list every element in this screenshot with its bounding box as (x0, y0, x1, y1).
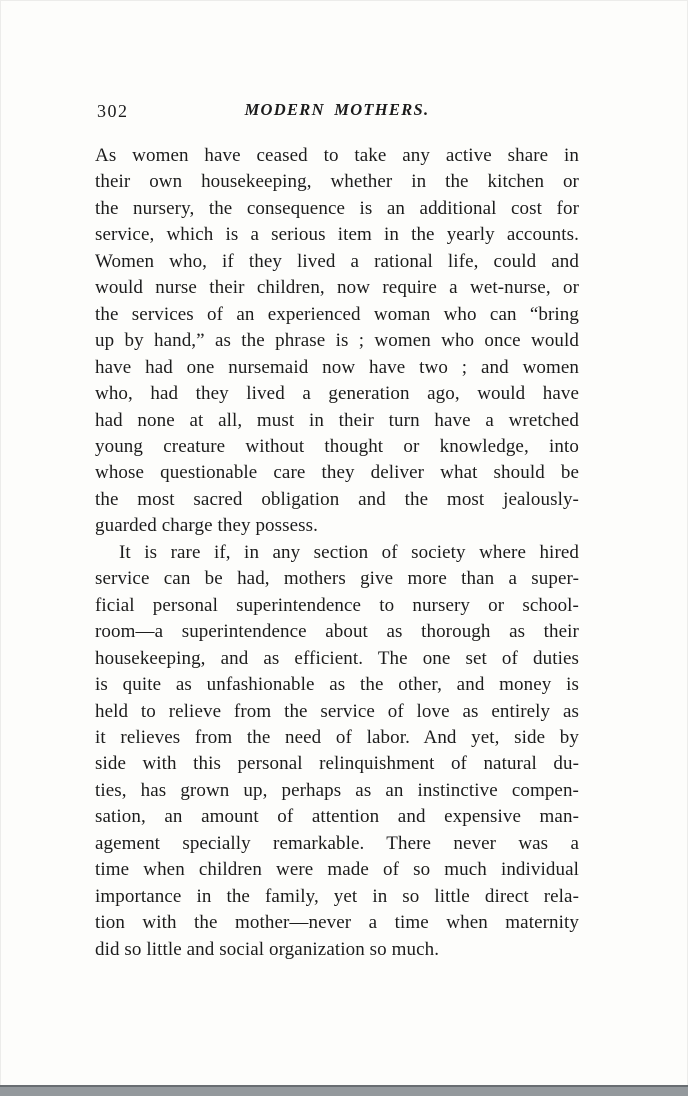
paragraph (95, 143, 579, 540)
text-line: service, which is a serious item in the yearly accounts. (95, 224, 579, 246)
text-line: tion with the mother—never a time when maternity (95, 912, 579, 934)
page-header (95, 100, 579, 120)
text-line: agement specially remarkable. There never was a (95, 832, 579, 854)
text-line: sation, an amount of attention and expensive man- (95, 806, 579, 828)
text-line: the most sacred obligation and the most jealously- (95, 488, 579, 510)
text-line: whose questionable care they deliver what should be (95, 462, 579, 484)
text-line: it relieves from the need of labor. And yet, side by (95, 726, 579, 748)
text-line: their own housekeeping, whether in the kitchen or (95, 171, 579, 193)
text-line: have had one nursemaid now have two ; and women (95, 356, 579, 378)
text-line: As women have ceased to take any active share in (95, 145, 579, 166)
text-line: would nurse their children, now require a wet-nurse, or (95, 277, 579, 299)
text-line: time when children were made of so much individual (95, 859, 579, 881)
text-line: up by hand,” as the phrase is ; women who once would (95, 330, 579, 352)
text-line: is quite as unfashionable as the other, and money is (95, 674, 579, 696)
text-line: importance in the family, yet in so little direct rela- (95, 885, 579, 907)
running-head: MODERN MOTHERS. (244, 100, 430, 119)
text-line: housekeeping, and as efficient. The one set of duties (95, 647, 579, 669)
text-line: side with this personal relinquishment of natural du- (95, 753, 579, 775)
scan-edge-bottom (0, 1085, 688, 1096)
page-body (95, 143, 579, 963)
text-line: the services of an experienced woman who can “bring (95, 303, 579, 325)
text-line: young creature without thought or knowledge, into (95, 435, 579, 457)
text-line: ficial personal superintendence to nursery or school- (95, 594, 579, 616)
text-line: who, had they lived a generation ago, would have (95, 383, 579, 405)
text-line: guarded charge they possess. (95, 515, 318, 537)
text-line: service can be had, mothers give more than a super- (95, 568, 579, 590)
text-line: Women who, if they lived a rational life, could and (95, 250, 579, 272)
text-line: room—a superintendence about as thorough as their (95, 621, 579, 643)
text-line: It is rare if, in any section of society where hired (119, 541, 579, 563)
paragraph (95, 540, 579, 963)
text-line: had none at all, must in their turn have a wretched (95, 409, 579, 431)
text-line: held to relieve from the service of love as entirely as (95, 700, 579, 722)
text-line: did so little and social organization so much. (95, 938, 440, 960)
page-number: 302 (97, 101, 129, 121)
text-line: ties, has grown up, perhaps as an instinctive compen- (95, 779, 579, 801)
text-line: the nursery, the consequence is an additional cost for (95, 197, 579, 219)
